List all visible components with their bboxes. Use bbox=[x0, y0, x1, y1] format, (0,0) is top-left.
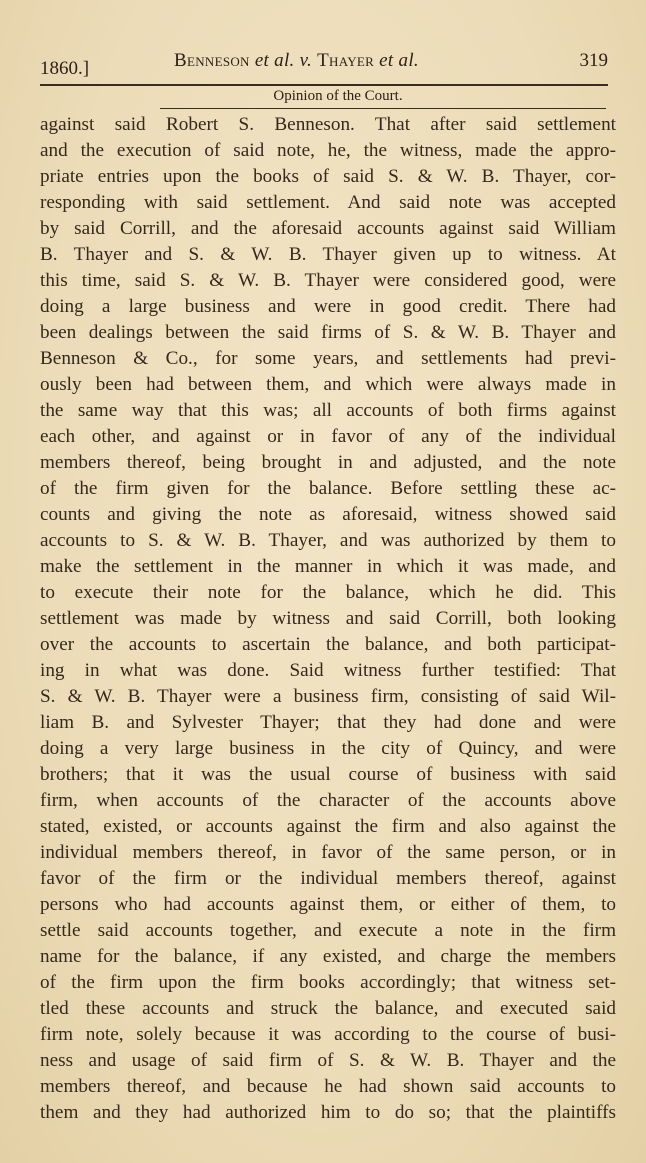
text-line: Benneson & Co., for some years, and settlements had previ- bbox=[40, 348, 616, 369]
page-number: 319 bbox=[579, 50, 608, 71]
text-line: members thereof, being brought in and adjusted, and the note bbox=[40, 452, 616, 473]
text-line: liam B. and Sylvester Thayer; that they had done and were bbox=[40, 712, 616, 733]
text-line: doing a very large business in the city of Quincy, and were bbox=[40, 738, 616, 759]
text-line: priate entries upon the books of said S. & W. B. Thayer, cor- bbox=[40, 166, 616, 187]
text-line: against said Robert S. Benneson. That after said settlement bbox=[40, 114, 616, 135]
header-case-title bbox=[174, 50, 419, 72]
text-line: of the firm given for the balance. Before settling these ac- bbox=[40, 478, 616, 499]
text-line: and the execution of said note, he, the witness, made the appro- bbox=[40, 140, 616, 161]
text-line: firm, when accounts of the character of the accounts above bbox=[40, 790, 616, 811]
section-subheader: Opinion of the Court. bbox=[273, 88, 403, 104]
header-rule bbox=[40, 84, 608, 86]
header-year: 1860.] bbox=[40, 58, 90, 79]
running-header bbox=[40, 50, 608, 80]
header-etal-1: et al. bbox=[254, 50, 295, 71]
header-versus: v. bbox=[299, 50, 313, 71]
text-line: to execute their note for the balance, which he did. This bbox=[40, 582, 616, 603]
body-text bbox=[40, 112, 616, 1126]
text-line: doing a large business and were in good credit. There had bbox=[40, 296, 616, 317]
header-party-2: Thayer bbox=[317, 50, 375, 71]
text-line: B. Thayer and S. & W. B. Thayer given up to witness. At bbox=[40, 244, 616, 265]
text-line: make the settlement in the manner in which it was made, and bbox=[40, 556, 616, 577]
text-line: of the firm upon the firm books accordingly; that witness set- bbox=[40, 972, 616, 993]
text-line: persons who had accounts against them, or either of them, to bbox=[40, 894, 616, 915]
text-line: accounts to S. & W. B. Thayer, and was authorized by them to bbox=[40, 530, 616, 551]
text-line: the same way that this was; all accounts of both firms against bbox=[40, 400, 616, 421]
text-line: stated, existed, or accounts against the firm and also against the bbox=[40, 816, 616, 837]
text-line: members thereof, and because he had shown said accounts to bbox=[40, 1076, 616, 1097]
text-line: each other, and against or in favor of any of the individual bbox=[40, 426, 616, 447]
subheader-rule bbox=[160, 108, 606, 109]
text-line: responding with said settlement. And said note was accepted bbox=[40, 192, 616, 213]
text-line: brothers; that it was the usual course of business with said bbox=[40, 764, 616, 785]
text-line: favor of the firm or the individual members thereof, against bbox=[40, 868, 616, 889]
header-etal-2: et al. bbox=[379, 50, 419, 71]
text-line: ing in what was done. Said witness further testified: That bbox=[40, 660, 616, 681]
text-line: individual members thereof, in favor of the same person, or in bbox=[40, 842, 616, 863]
text-line: been dealings between the said firms of S. & W. B. Thayer and bbox=[40, 322, 616, 343]
text-line: this time, said S. & W. B. Thayer were considered good, were bbox=[40, 270, 616, 291]
text-line: name for the balance, if any existed, and charge the members bbox=[40, 946, 616, 967]
text-line: them and they had authorized him to do so; that the plaintiffs bbox=[40, 1102, 616, 1123]
text-line: tled these accounts and struck the balance, and executed said bbox=[40, 998, 616, 1019]
text-line: ness and usage of said firm of S. & W. B. Thayer and the bbox=[40, 1050, 616, 1071]
text-line: S. & W. B. Thayer were a business firm, consisting of said Wil- bbox=[40, 686, 616, 707]
text-line: settlement was made by witness and said Corrill, both looking bbox=[40, 608, 616, 629]
text-line: counts and giving the note as aforesaid, witness showed said bbox=[40, 504, 616, 525]
text-line: settle said accounts together, and execute a note in the firm bbox=[40, 920, 616, 941]
header-party-1: Benneson bbox=[174, 50, 250, 71]
text-line: ously been had between them, and which were always made in bbox=[40, 374, 616, 395]
text-line: by said Corrill, and the aforesaid accounts against said William bbox=[40, 218, 616, 239]
text-line: firm note, solely because it was according to the course of busi- bbox=[40, 1024, 616, 1045]
text-line: over the accounts to ascertain the balance, and both participat- bbox=[40, 634, 616, 655]
